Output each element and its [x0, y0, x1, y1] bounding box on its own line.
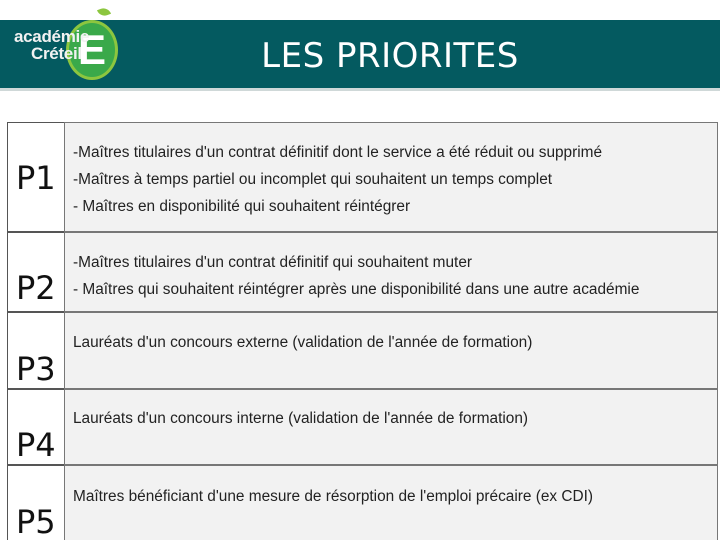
priority-cell	[7, 122, 64, 232]
logo-letter: E	[77, 26, 106, 73]
description-line: -Maîtres à temps partiel ou incomplet qui souhaitent un temps complet	[73, 171, 553, 188]
logo-line-academie: académie	[14, 27, 90, 46]
description-cell	[64, 465, 718, 540]
priority-cell	[7, 232, 64, 312]
table-row-p2	[7, 232, 718, 312]
priority-label: P5	[16, 503, 56, 541]
priority-label: P1	[16, 159, 56, 197]
description-cell	[64, 312, 718, 389]
priority-cell	[7, 389, 64, 465]
description-cell	[64, 122, 718, 232]
table-row-p3	[7, 312, 718, 389]
description-line: Maîtres bénéficiant d'une mesure de résorption de l'emploi précaire (ex CDI)	[73, 488, 593, 505]
priority-label: P4	[16, 426, 56, 464]
priorities-table	[7, 122, 718, 540]
description-line: -Maîtres titulaires d'un contrat définitif dont le service a été réduit ou supprimé	[73, 144, 603, 161]
table-row-p4	[7, 389, 718, 465]
priority-label: P2	[16, 269, 56, 307]
logo-line-creteil: Créteil	[31, 44, 82, 63]
priority-label: P3	[16, 350, 56, 388]
logo-leaf-icon	[97, 6, 111, 18]
header	[0, 0, 720, 90]
priority-cell	[7, 465, 64, 540]
description-line: -Maîtres titulaires d'un contrat définitif qui souhaitent muter	[73, 254, 473, 271]
description-line: Lauréats d'un concours interne (validation de l'année de formation)	[73, 410, 529, 427]
description-cell	[64, 232, 718, 312]
priority-cell	[7, 312, 64, 389]
description-line: - Maîtres en disponibilité qui souhaitent réintégrer	[73, 198, 411, 215]
table-row-p1	[7, 122, 718, 232]
table-row-p5	[7, 465, 718, 540]
page-title: LES PRIORITES	[261, 36, 519, 76]
description-line: - Maîtres qui souhaitent réintégrer après une disponibilité dans une autre académie	[73, 281, 640, 298]
description-line: Lauréats d'un concours externe (validation de l'année de formation)	[73, 334, 533, 351]
description-cell	[64, 389, 718, 465]
